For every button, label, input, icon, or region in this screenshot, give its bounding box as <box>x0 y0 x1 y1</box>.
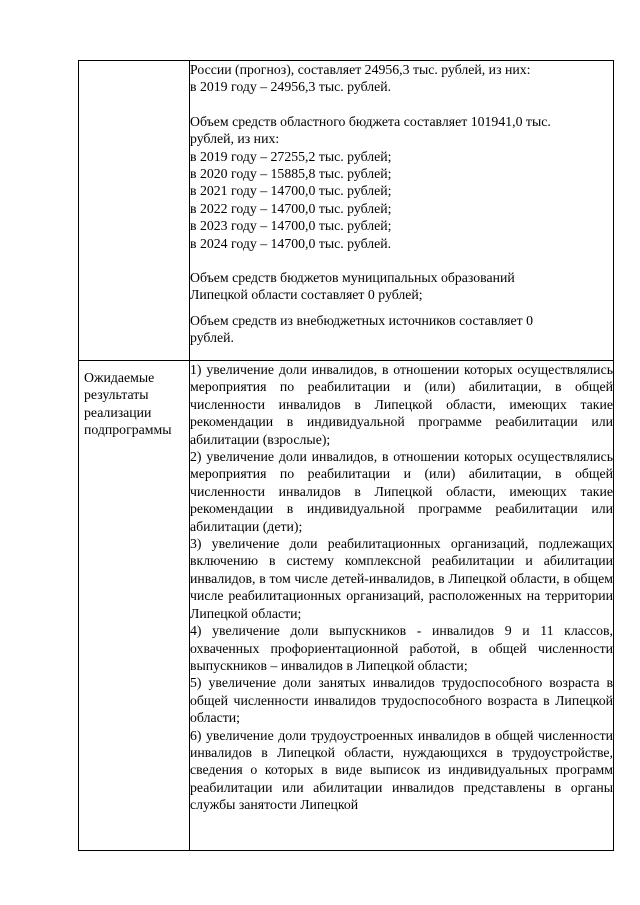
municipal-text-line: Липецкой области составляет 0 рублей; <box>190 287 423 303</box>
result-item: 5) увеличение доли занятых инвалидов трудоспособного возраста в общей численности инвалидов трудоспособного возраста в Липецкой области; <box>190 675 613 726</box>
regional-year-line: в 2024 году – 14700,0 тыс. рублей. <box>190 235 392 251</box>
extrabudget-text-line: Объем средств из внебюджетных источников составляет 0 <box>190 312 533 328</box>
results-content-cell <box>190 361 614 851</box>
regional-intro-line: Объем средств областного бюджета составляет 101941,0 тыс. <box>190 113 551 129</box>
regional-year-line: в 2021 году – 14700,0 тыс. рублей; <box>190 183 392 199</box>
funding-label-cell <box>79 61 190 361</box>
municipal-text-line: Объем средств бюджетов муниципальных образований <box>190 270 515 286</box>
result-item: 6) увеличение доли трудоустроенных инвалидов в общей численности инвалидов в Липецкой области, нуждающихся в трудоустройстве, сведения о которых в виде выписок из индивидуальных программ реабилитации или абилитации инвалидов представлены в органы службы занятости Липецкой <box>190 727 613 813</box>
result-item: 4) увеличение доли выпускников - инвалидов 9 и 11 классов, охваченных профориентационной работой, в общей численности выпускников – инвалидов в Липецкой области; <box>190 623 613 673</box>
table-row-funding <box>79 61 614 361</box>
results-label-cell <box>79 361 190 851</box>
funding-label <box>79 61 189 69</box>
extrabudget-text-line: рублей. <box>190 330 234 346</box>
regional-year-line: в 2019 году – 27255,2 тыс. рублей; <box>190 148 392 164</box>
subprogram-passport-table <box>78 60 614 851</box>
regional-year-line: в 2020 году – 15885,8 тыс. рублей; <box>190 166 392 182</box>
result-item: 1) увеличение доли инвалидов, в отношении которых осуществлялись мероприятия по реабилитации и (или) абилитации, в общей численности инвалидов в Липецкой области, имеющих такие рекомендации в индивидуальной программе реабилитации или абилитации (взрослые); <box>190 362 613 447</box>
table-row-expected-results <box>79 361 614 851</box>
result-item: 2) увеличение доли инвалидов, в отношении которых осуществлялись мероприятия по реабилитации и (или) абилитации, в общей численности инвалидов в Липецкой области, имеющих такие рекомендации в индивидуальной программе реабилитации или абилитации (дети); <box>190 449 613 534</box>
result-item: 3) увеличение доли реабилитационных организаций, подлежащих включению в систему комплексной реабилитации и абилитации инвалидов, в том числе детей-инвалидов, в Липецкой области, в общем числе реабилитационных организаций, расположенных на территории Липецкой области; <box>190 536 613 621</box>
regional-year-line: в 2023 году – 14700,0 тыс. рублей; <box>190 218 392 234</box>
regional-intro-line: рублей, из них: <box>190 131 280 147</box>
federal-text-line: России (прогноз), составляет 24956,3 тыс. рублей, из них: <box>190 62 531 77</box>
funding-content-cell <box>190 61 614 361</box>
results-label: Ожидаемые результаты реализации подпрограммы <box>84 370 172 438</box>
federal-text-line: в 2019 году – 24956,3 тыс. рублей. <box>190 79 392 95</box>
regional-year-line: в 2022 году – 14700,0 тыс. рублей; <box>190 200 392 216</box>
